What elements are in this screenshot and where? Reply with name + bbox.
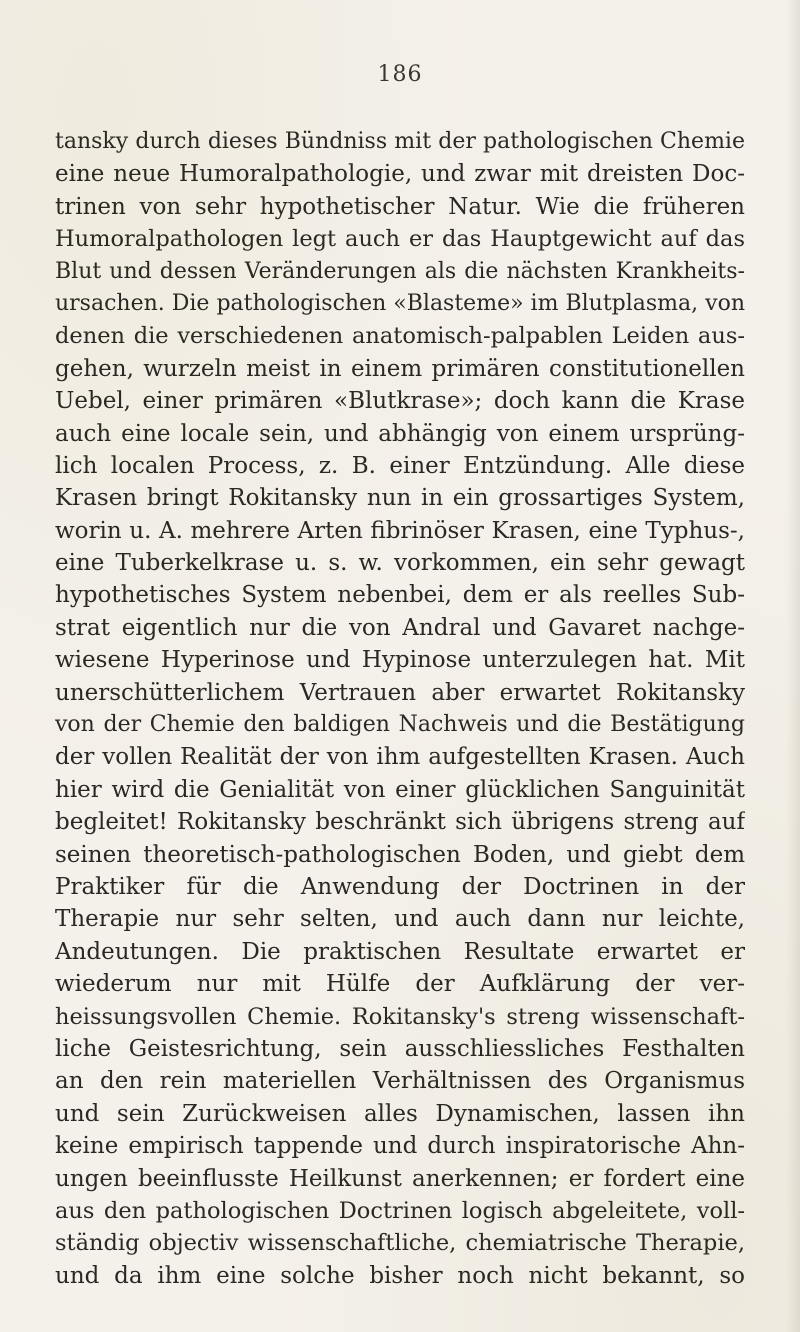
body-text bbox=[55, 126, 745, 1292]
text-line: hypothetisches System nebenbei, dem er als reelles Sub- bbox=[55, 582, 745, 609]
text-line: heissungsvollen Chemie. Rokitansky's streng wissenschaft- bbox=[55, 1003, 745, 1030]
text-line: seinen theoretisch-pathologischen Boden, und giebt dem bbox=[55, 841, 745, 868]
text-line: Therapie nur sehr selten, und auch dann nur leichte, bbox=[55, 906, 745, 933]
text-line: und da ihm eine solche bisher noch nicht bekannt, so bbox=[55, 1262, 745, 1289]
text-line: wiederum nur mit Hülfe der Aufklärung der ver- bbox=[55, 971, 745, 998]
text-line: aus den pathologischen Doctrinen logisch abgeleitete, voll- bbox=[55, 1197, 745, 1224]
text-line: keine empirisch tappende und durch inspiratorische Ahn- bbox=[55, 1133, 745, 1160]
text-line: ungen beeinflusste Heilkunst anerkennen; er fordert eine bbox=[55, 1165, 745, 1192]
text-line: hier wird die Genialität von einer glücklichen Sanguinität bbox=[55, 776, 745, 803]
text-line: begleitet! Rokitansky beschränkt sich übrigens streng auf bbox=[55, 809, 745, 836]
text-line: von der Chemie den baldigen Nachweis und die Bestätigung bbox=[55, 712, 745, 738]
text-line: strat eigentlich nur die von Andral und Gavaret nachge- bbox=[55, 614, 745, 641]
text-line: und sein Zurückweisen alles Dynamischen, lassen ihn bbox=[55, 1100, 745, 1127]
text-line: lich localen Process, z. B. einer Entzündung. Alle diese bbox=[55, 452, 745, 479]
text-line: eine neue Humoralpathologie, und zwar mit dreisten Doc- bbox=[55, 161, 745, 188]
text-line: worin u. A. mehrere Arten fibrinöser Krasen, eine Typhus-, bbox=[55, 517, 745, 544]
text-line: der vollen Realität der von ihm aufgestellten Krasen. Auch bbox=[55, 744, 745, 771]
text-line: auch eine locale sein, und abhängig von einem ursprüng- bbox=[55, 420, 745, 447]
text-line: Andeutungen. Die praktischen Resultate erwartet er bbox=[55, 938, 745, 965]
text-line: tansky durch dieses Bündniss mit der pathologischen Chemie bbox=[55, 129, 745, 154]
text-line: liche Geistesrichtung, sein ausschliessliches Festhalten bbox=[55, 1035, 745, 1062]
page-edge-shadow bbox=[786, 0, 800, 1332]
text-line: Humoralpathologen legt auch er das Hauptgewicht auf das bbox=[55, 226, 745, 253]
text-line: gehen, wurzeln meist in einem primären constitutionellen bbox=[55, 355, 745, 382]
text-line: ursachen. Die pathologischen «Blasteme» im Blutplasma, von bbox=[55, 290, 745, 316]
text-line: wiesene Hyperinose und Hypinose unterzulegen hat. Mit bbox=[55, 647, 745, 674]
text-line: unerschütterlichem Vertrauen aber erwartet Rokitansky bbox=[55, 679, 745, 706]
text-line: an den rein materiellen Verhältnissen des Organismus bbox=[55, 1068, 745, 1095]
text-line: Uebel, einer primären «Blutkrase»; doch kann die Krase bbox=[55, 388, 745, 415]
text-line: trinen von sehr hypothetischer Natur. Wie die früheren bbox=[55, 193, 745, 220]
page-number: 186 bbox=[377, 62, 423, 87]
text-line: ständig objectiv wissenschaftliche, chemiatrische Therapie, bbox=[55, 1230, 745, 1257]
text-line: Praktiker für die Anwendung der Doctrinen in der bbox=[55, 873, 745, 900]
text-line: eine Tuberkelkrase u. s. w. vorkommen, ein sehr gewagt bbox=[55, 550, 745, 577]
text-line: Krasen bringt Rokitansky nun in ein grossartiges System, bbox=[55, 485, 745, 512]
text-line: denen die verschiedenen anatomisch-palpablen Leiden aus- bbox=[55, 323, 745, 350]
text-line: Blut und dessen Veränderungen als die nächsten Krankheits- bbox=[55, 258, 745, 284]
